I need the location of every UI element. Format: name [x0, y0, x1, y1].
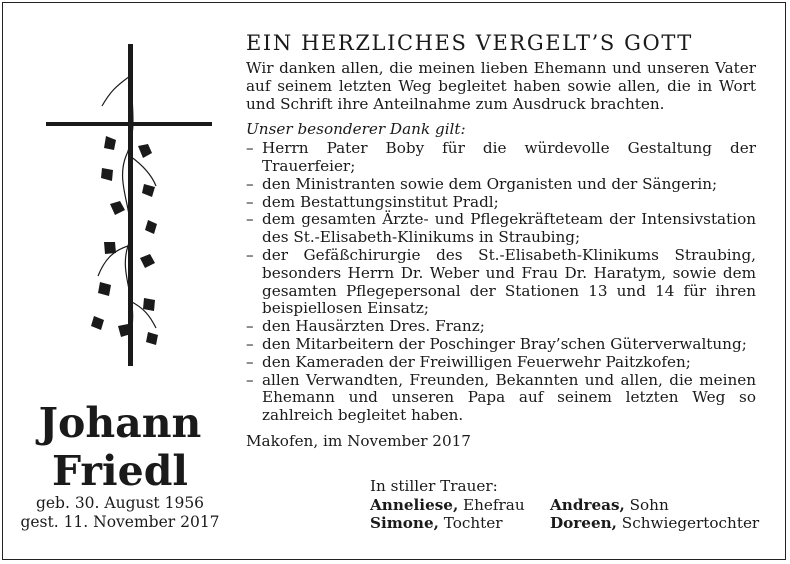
mourner	[370, 514, 550, 533]
thanks-item: – Herrn Pater Boby für die würdevolle Gestaltung der Trauerfeier;	[246, 140, 756, 176]
place-date: Makofen, im November 2017	[246, 431, 471, 450]
mourner-role: Sohn	[624, 495, 669, 514]
deceased-first-name: Johann	[38, 399, 202, 447]
mourner-name: Anneliese,	[370, 495, 459, 514]
thanks-section	[246, 30, 756, 451]
mourners-row	[370, 514, 770, 533]
mourner	[370, 496, 550, 515]
mourner-role: Tochter	[438, 514, 503, 532]
mourner-role: Ehefrau	[458, 495, 525, 514]
mourner	[550, 496, 669, 515]
mourners-row	[370, 496, 770, 515]
thanks-item: – den Hausärzten Dres. Franz;	[246, 318, 756, 336]
cross-icon	[44, 36, 214, 366]
thanks-label: Unser besonderer Dank gilt:	[246, 120, 466, 139]
thanks-list	[246, 140, 756, 425]
thanks-item: – dem Bestattungsinstitut Pradl;	[246, 194, 756, 212]
thanks-item: – den Ministranten sowie dem Organisten und der Sängerin;	[246, 176, 756, 194]
mourner-role: Schwiegertochter	[616, 514, 760, 532]
headline: EIN HERZLICHES VERGELT’S GOTT	[246, 31, 693, 55]
mourners-block	[370, 477, 770, 533]
thanks-item: – den Mitarbeitern der Poschinger Bray’schen Güterverwaltung;	[246, 336, 756, 354]
mourners-title: In stiller Trauer:	[370, 477, 498, 495]
thanks-item: – dem gesamten Ärzte- und Pflegekräfteteam der Intensivstation des St.-Elisabeth-Klinikums in Straubing;	[246, 211, 756, 247]
death-date: gest. 11. November 2017	[20, 513, 220, 531]
thanks-item: – den Kameraden der Freiwilligen Feuerwehr Paitzkofen;	[246, 354, 756, 372]
mourner-name: Doreen,	[550, 514, 617, 532]
mourner	[550, 514, 759, 533]
mourner-name: Simone,	[370, 514, 439, 532]
thanks-item: – allen Verwandten, Freunden, Bekannten und allen, die meinen Ehemann und unseren Papa auf seinem letzten Weg so zahlreich begleitet haben.	[246, 372, 756, 425]
birth-date: geb. 30. August 1956	[35, 494, 205, 512]
thanks-item: – der Gefäßchirurgie des St.-Elisabeth-Klinikums Straubing, besonders Herrn Dr. Weber und Frau Dr. Haratym, sowie dem gesamten Pflegepersonal der Stationen 13 und 14 für ihren beispiellosen Einsatz;	[246, 247, 756, 318]
intro-text: Wir danken allen, die meinen lieben Ehemann und unseren Vater auf seinem letzten Weg begleitet haben sowie allen, die in Wort und Schrift ihre Anteilnahme zum Ausdruck brachten.	[246, 59, 756, 113]
deceased-last-name: Friedl	[52, 447, 188, 495]
mourner-name: Andreas,	[550, 495, 625, 514]
